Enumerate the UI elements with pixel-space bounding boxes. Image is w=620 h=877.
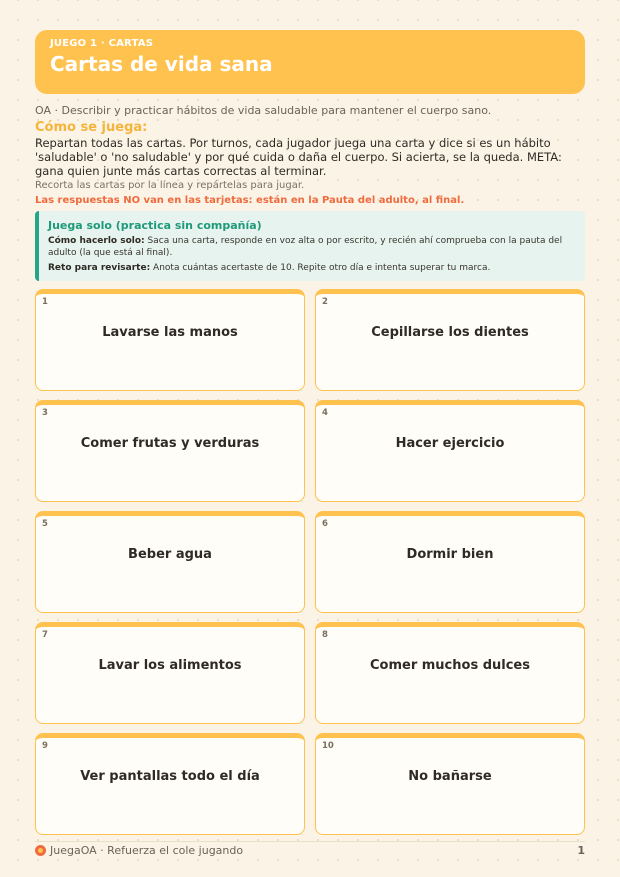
card-label: Cepillarse los dientes <box>371 325 529 340</box>
howto-text: Repartan todas las cartas. Por turnos, cada jugador juega una carta y dice si es un hábito 'saludable' o 'no saludable' y por qué cuida o daña el cuerpo. Si acierta, se la queda. META: gana quien junte más cartas correctas al terminar. <box>35 136 562 178</box>
card-label: Beber agua <box>128 547 212 562</box>
card-number: 6 <box>322 519 328 529</box>
card-label: Hacer ejercicio <box>395 436 505 451</box>
card-label: Dormir bien <box>406 547 494 562</box>
footer-brand: JuegaOA · Refuerza el cole jugando <box>50 844 244 857</box>
cut-note: Recorta las cartas por la línea y repártelas para jugar. <box>35 180 305 191</box>
solo-how-text: Saca una carta, responde en voz alta o por escrito, y recién ahí comprueba con la pauta del adulto (la que está al final). <box>48 236 563 258</box>
card-number: 5 <box>42 519 48 529</box>
card-label: Comer muchos dulces <box>369 658 530 673</box>
card <box>315 622 585 724</box>
card-number: 2 <box>322 297 328 307</box>
game-header <box>35 30 585 94</box>
card-number: 10 <box>322 741 334 751</box>
solo-how-label: Cómo hacerlo solo: <box>48 236 145 246</box>
card-number: 3 <box>42 408 48 418</box>
card <box>315 733 585 835</box>
solo-play-box <box>35 211 585 281</box>
card <box>315 400 585 502</box>
card-number: 4 <box>322 408 328 418</box>
solo-challenge-line <box>48 262 575 274</box>
solo-challenge-text: Anota cuántas acertaste de 10. Repite otro día e intenta superar tu marca. <box>150 263 491 273</box>
card-label: Lavar los alimentos <box>98 658 242 673</box>
card <box>315 511 585 613</box>
card-number: 7 <box>42 630 48 640</box>
footer <box>35 844 243 857</box>
card <box>35 733 305 835</box>
game-kicker: JUEGO 1 · CARTAS <box>50 38 154 49</box>
card <box>35 289 305 391</box>
card <box>35 622 305 724</box>
learning-objective: OA · Describir y practicar hábitos de vida saludable para mantener el cuerpo sano. <box>35 104 492 117</box>
card-number: 9 <box>42 741 48 751</box>
answers-note: Las respuestas NO van en las tarjetas: están en la Pauta del adulto, al final. <box>35 195 465 206</box>
card-label: Comer frutas y verduras <box>80 436 260 451</box>
card-number: 8 <box>322 630 328 640</box>
card-label: No bañarse <box>408 769 492 784</box>
card-label: Lavarse las manos <box>102 325 238 340</box>
page-title: Cartas de vida sana <box>50 52 273 76</box>
card <box>35 400 305 502</box>
solo-how-line <box>48 235 575 259</box>
page-number: 1 <box>577 844 585 857</box>
card <box>315 289 585 391</box>
footer-divider <box>35 841 585 842</box>
brand-logo-icon <box>35 845 46 856</box>
solo-challenge-label: Reto para revisarte: <box>48 263 151 273</box>
howto-title: Cómo se juega: <box>35 120 148 135</box>
card-number: 1 <box>42 297 48 307</box>
card-label: Ver pantallas todo el día <box>80 769 260 784</box>
card <box>35 511 305 613</box>
solo-title: Juega solo (practica sin compañía) <box>48 219 262 232</box>
